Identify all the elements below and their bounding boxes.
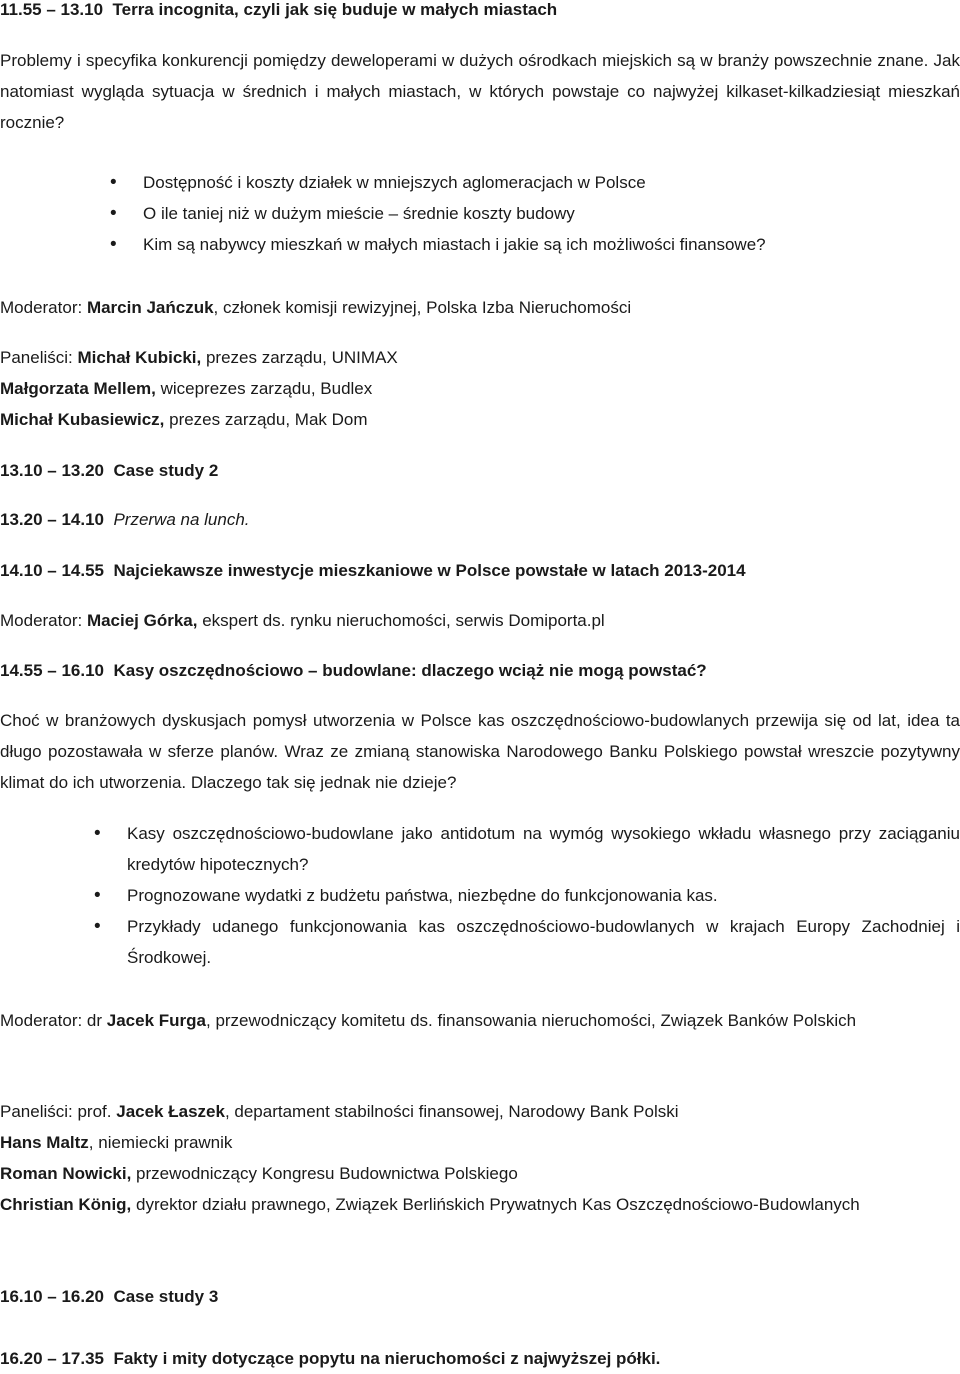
panelist-name: Hans Maltz (0, 1133, 89, 1152)
session-title: Kasy oszczędnościowo – budowlane: dlaczego wciąż nie mogą powstać? (113, 661, 707, 680)
topic-item: • Przykłady udanego funkcjonowania kas oszczędnościowo-budowlanych w krajach Europy Zachodniej i Środkowej. (0, 911, 960, 973)
moderator-name: Marcin Jańczuk (86, 298, 214, 317)
panelist-line (0, 342, 398, 373)
panelist-role: dyrektor działu prawnego, Związek Berlińskich Prywatnych Kas Oszczędnościowo-Budowlanych (131, 1195, 860, 1214)
session-title: Fakty i mity dotyczące popytu na nieruchomości z najwyższej półki. (113, 1349, 661, 1368)
session-heading (0, 1343, 660, 1374)
moderator-line (0, 605, 605, 636)
session-intro: Problemy i specyfika konkurencji pomiędzy deweloperami w dużych ośrodkach miejskich są w branży powszechnie znane. Jak natomiast wygląda sytuacja w średnich i małych miastach, w których powstaje co najwyżej kilkaset-kilkadziesiąt mieszkań rocznie? (0, 51, 960, 132)
panelist-role: wiceprezes zarządu, Budlex (155, 379, 373, 398)
moderator-name: Maciej Górka, (86, 611, 198, 630)
moderator-label: Moderator: (0, 611, 87, 630)
moderator-label: Moderator: (0, 298, 87, 317)
panelist-line (0, 1127, 232, 1158)
session-title: Przerwa na lunch. (113, 510, 250, 529)
session-topics (0, 167, 766, 260)
session-heading (0, 0, 557, 25)
session-time: 16.20 – 17.35 (0, 1349, 104, 1368)
moderator-line (0, 292, 631, 323)
panelist-name: Christian König, (0, 1195, 132, 1214)
panelist-line (0, 1158, 518, 1189)
panelist-role: , departament stabilności finansowej, Narodowy Bank Polski (224, 1102, 679, 1121)
topic-item: • Kasy oszczędnościowo-budowlane jako antidotum na wymóg wysokiego wkładu własnego przy zaciąganiu kredytów hipotecznych? (0, 818, 960, 880)
panelist-role: prezes zarządu, Mak Dom (164, 410, 368, 429)
session-title: Case study 2 (113, 461, 219, 480)
session-title: Terra incognita, czyli jak się buduje w małych miastach (112, 0, 558, 19)
session-heading (0, 1281, 218, 1312)
panelist-name: Michał Kubasiewicz, (0, 410, 165, 429)
topic-item: • Prognozowane wydatki z budżetu państwa, niezbędne do funkcjonowania kas. (0, 880, 960, 911)
moderator-role: , przewodniczący komitetu ds. finansowania nieruchomości, Związek Banków Polskich (206, 1011, 857, 1030)
moderator-label: Moderator: dr (0, 1011, 107, 1030)
panelist-role: przewodniczący Kongresu Budownictwa Polskiego (131, 1164, 518, 1183)
session-heading (0, 455, 218, 486)
moderator-name: Jacek Furga (106, 1011, 206, 1030)
moderator-role: , członek komisji rewizyjnej, Polska Izba Nieruchomości (213, 298, 632, 317)
session-time: 11.55 – 13.10 (0, 0, 104, 19)
session-heading (0, 555, 746, 586)
session-title: Case study 3 (113, 1287, 219, 1306)
panelist-line (0, 1096, 679, 1127)
moderator-line (0, 1005, 960, 1036)
session-time: 13.20 – 14.10 (0, 510, 104, 529)
moderator-role: ekspert ds. rynku nieruchomości, serwis Domiporta.pl (197, 611, 605, 630)
panelist-name: Michał Kubicki, (77, 348, 202, 367)
topic-item: • Kim są nabywcy mieszkań w małych miastach i jakie są ich możliwości finansowe? (0, 229, 766, 260)
session-time: 16.10 – 16.20 (0, 1287, 104, 1306)
panelist-line (0, 404, 368, 435)
session-time: 13.10 – 13.20 (0, 461, 104, 480)
panelist-name: Roman Nowicki, (0, 1164, 132, 1183)
topic-item: • O ile taniej niż w dużym mieście – średnie koszty budowy (0, 198, 766, 229)
panelist-line (0, 1189, 880, 1220)
session-topics (0, 818, 960, 973)
panelist-role: prezes zarządu, UNIMAX (201, 348, 398, 367)
panelists-label: Paneliści: (0, 348, 78, 367)
topic-item: • Dostępność i koszty działek w mniejszych aglomeracjach w Polsce (0, 167, 766, 198)
session-heading (0, 655, 707, 686)
session-title: Najciekawsze inwestycje mieszkaniowe w Polsce powstałe w latach 2013-2014 (113, 561, 746, 580)
panelists-label: Paneliści: prof. (0, 1102, 117, 1121)
session-intro: Choć w branżowych dyskusjach pomysł utworzenia w Polsce kas oszczędnościowo-budowlanych przewija się od lat, idea ta długo pozostawała w sferze planów. Wraz ze zmianą stanowiska Narodowego Banku Polskiego powstał wreszcie pozytywny klimat do ich utworzenia. Dlaczego tak się jednak nie dzieje? (0, 711, 960, 792)
panelist-line (0, 373, 372, 404)
panelist-name: Małgorzata Mellem, (0, 379, 156, 398)
session-time: 14.55 – 16.10 (0, 661, 104, 680)
session-time: 14.10 – 14.55 (0, 561, 104, 580)
panelist-role: , niemiecki prawnik (88, 1133, 233, 1152)
session-heading (0, 504, 250, 535)
panelist-name: Jacek Łaszek (116, 1102, 225, 1121)
